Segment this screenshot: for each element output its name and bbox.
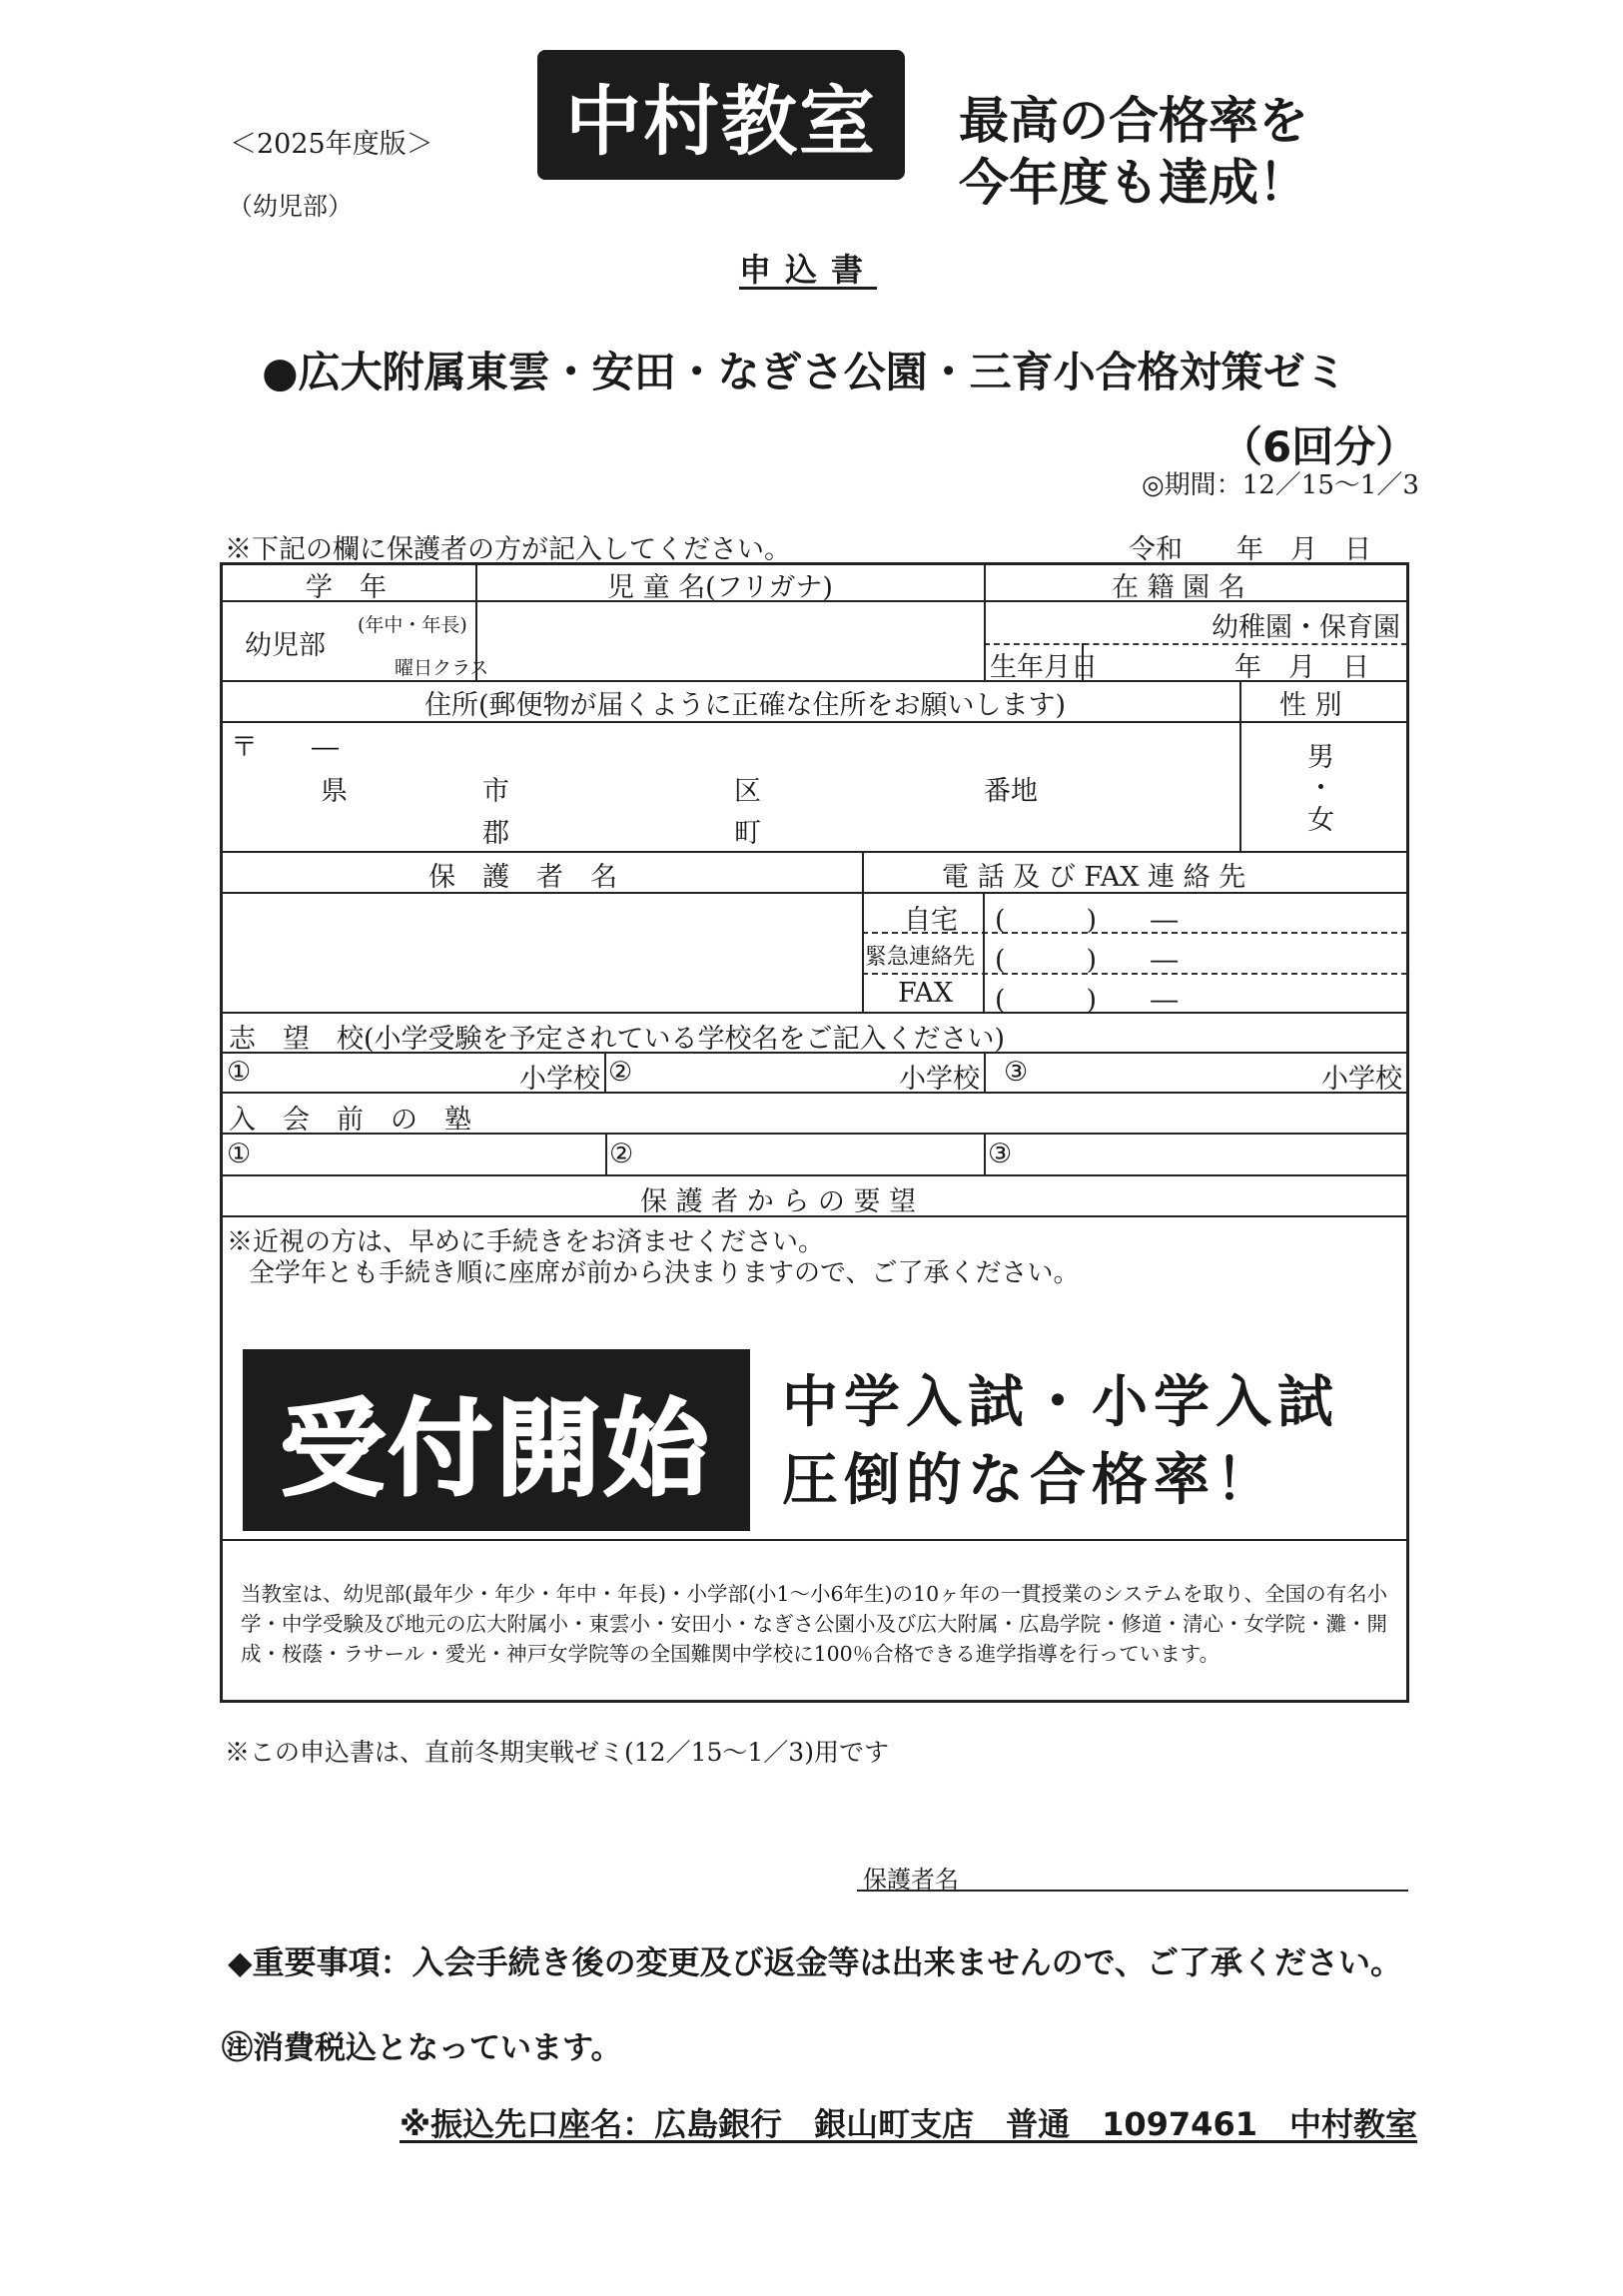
logo-text: 中村教室 [565, 76, 877, 166]
grade-header: 学 年 [306, 572, 387, 603]
emergency-phone-field[interactable]: ( ) ― [995, 945, 1179, 976]
form-instruction: ※下記の欄に保護者の方が記入してください。 [225, 534, 791, 565]
slogan-line-2: 今年度も達成！ [959, 154, 1308, 212]
fax-label: FAX [898, 978, 954, 1009]
contact-header: 電 話 及 び FAX 連 絡 先 [942, 862, 1246, 893]
slogan [959, 90, 1308, 214]
school-1-marker: ① [227, 1057, 252, 1088]
registration-open-text: 受付開始 [280, 1388, 712, 1510]
postal-code-field[interactable]: 〒 ― [231, 732, 339, 763]
sex-male-option[interactable]: 男 [1307, 742, 1334, 773]
edition-label: ＜2025年度版＞ [230, 129, 433, 160]
course-title: ●広大附属東雲・安田・なぎさ公園・三育小合格対策ゼミ [262, 348, 1347, 396]
school-2-marker: ② [608, 1057, 633, 1088]
target-school-header: 志 望 校(小学受験を予定されている学校名をご記入ください) [229, 1024, 1006, 1055]
sex-header: 性 別 [1279, 690, 1342, 721]
sex-separator: ・ [1307, 773, 1334, 804]
birthdate-field[interactable]: 年 月 日 [1234, 652, 1369, 683]
request-note-2: 全学年とも手続き順に座席が前から決まりますので、ご了承ください。 [249, 1258, 1080, 1288]
cram-3-field[interactable]: ③ [988, 1139, 1013, 1169]
prefecture-label: 県 [321, 776, 348, 807]
town-label: 町 [734, 818, 761, 849]
prior-cram-header: 入 会 前 の 塾 [229, 1105, 471, 1136]
cram-1-field[interactable]: ① [227, 1139, 252, 1169]
weekday-class-label: 曜日クラス [395, 657, 489, 679]
bank-account-info: ※振込先口座名：広島銀行 銀山町支店 普通 1097461 中村教室 [400, 2105, 1417, 2143]
grade-sub: (年中・年長) [358, 614, 467, 636]
ward-label: 区 [734, 776, 761, 807]
school-2-suffix: 小学校 [899, 1064, 980, 1095]
course-period: ◎期間：12／15～1／3 [1142, 470, 1419, 500]
about-paragraph: 当教室は、幼児部(最年少・年少・年中・年長)・小学部(小1～小6年生)の10ヶ年の一貫授業のシステムを取り、全国の有名小学・中学受験及び地元の広大附属小・東雲小・安田小・なぎさ公園小及び広大附属・広島学院・修道・清心・女学院・灘・開成・桜蔭・ラサール・愛光・神戸女学院等の全国難関中学校に100％合格できる進学指導を行っています。 [241, 1582, 1388, 1666]
county-label: 郡 [482, 818, 509, 849]
date-field[interactable]: 令和 年 月 日 [1129, 534, 1371, 565]
guardian-name-header: 保 護 者 名 [428, 862, 617, 893]
city-label: 市 [482, 776, 509, 807]
course-sessions: （6回分） [1220, 422, 1418, 471]
exam-banner [782, 1364, 1339, 1520]
home-phone-label: 自宅 [904, 905, 958, 936]
kindergarten-name-field[interactable] [986, 602, 1206, 642]
kindergarten-header: 在 籍 園 名 [1112, 572, 1245, 603]
slogan-line-1: 最高の合格率を [959, 92, 1308, 150]
school-3-marker: ③ [1004, 1057, 1029, 1088]
address-header: 住所(郵便物が届くように正確な住所をお願いします) [424, 690, 1067, 721]
fax-field[interactable]: ( ) ― [995, 985, 1179, 1016]
exam-banner-line-1: 中学入試・小学入試 [782, 1370, 1339, 1435]
form-usage-note: ※この申込書は、直前冬期実戦ゼミ(12／15～1／3)用です [225, 1738, 889, 1767]
exam-banner-line-2: 圧倒的な合格率！ [782, 1448, 1277, 1513]
child-name-field[interactable] [478, 602, 982, 678]
application-form [220, 562, 1409, 1703]
sex-female-option[interactable]: 女 [1307, 805, 1334, 836]
kindergarten-type: 幼稚園・保育園 [1212, 612, 1400, 643]
school-logo [537, 50, 905, 180]
birthdate-label: 生年月日 [990, 652, 1098, 683]
request-note-1: ※近視の方は、早めに手続きをお済ませください。 [227, 1227, 825, 1257]
block-label: 番地 [984, 776, 1038, 807]
school-3-suffix: 小学校 [1321, 1064, 1402, 1095]
emergency-contact-label: 緊急連絡先 [865, 945, 976, 970]
home-phone-field[interactable]: ( ) ― [995, 905, 1179, 936]
department-label: （幼児部） [228, 192, 354, 221]
cram-2-field[interactable]: ② [609, 1139, 634, 1169]
child-name-header: 児 童 名(フリガナ) [607, 572, 833, 603]
form-title: 申込書 [739, 251, 878, 289]
grade-value: 幼児部 [245, 630, 326, 661]
guardian-signature-label: 保護者名 [863, 1866, 959, 1894]
guardian-signature-line[interactable] [857, 1890, 1408, 1892]
guardian-name-field[interactable] [223, 894, 860, 1010]
tax-note: ㊟消費税込となっています。 [222, 2030, 622, 2066]
important-notice: ◆重要事項：入会手続き後の変更及び返金等は出来ませんので、ご了承ください。 [228, 1943, 1402, 1981]
school-1-suffix: 小学校 [519, 1064, 600, 1095]
requests-header: 保 護 者 か ら の 要 望 [640, 1186, 917, 1217]
registration-open-banner [243, 1349, 750, 1531]
